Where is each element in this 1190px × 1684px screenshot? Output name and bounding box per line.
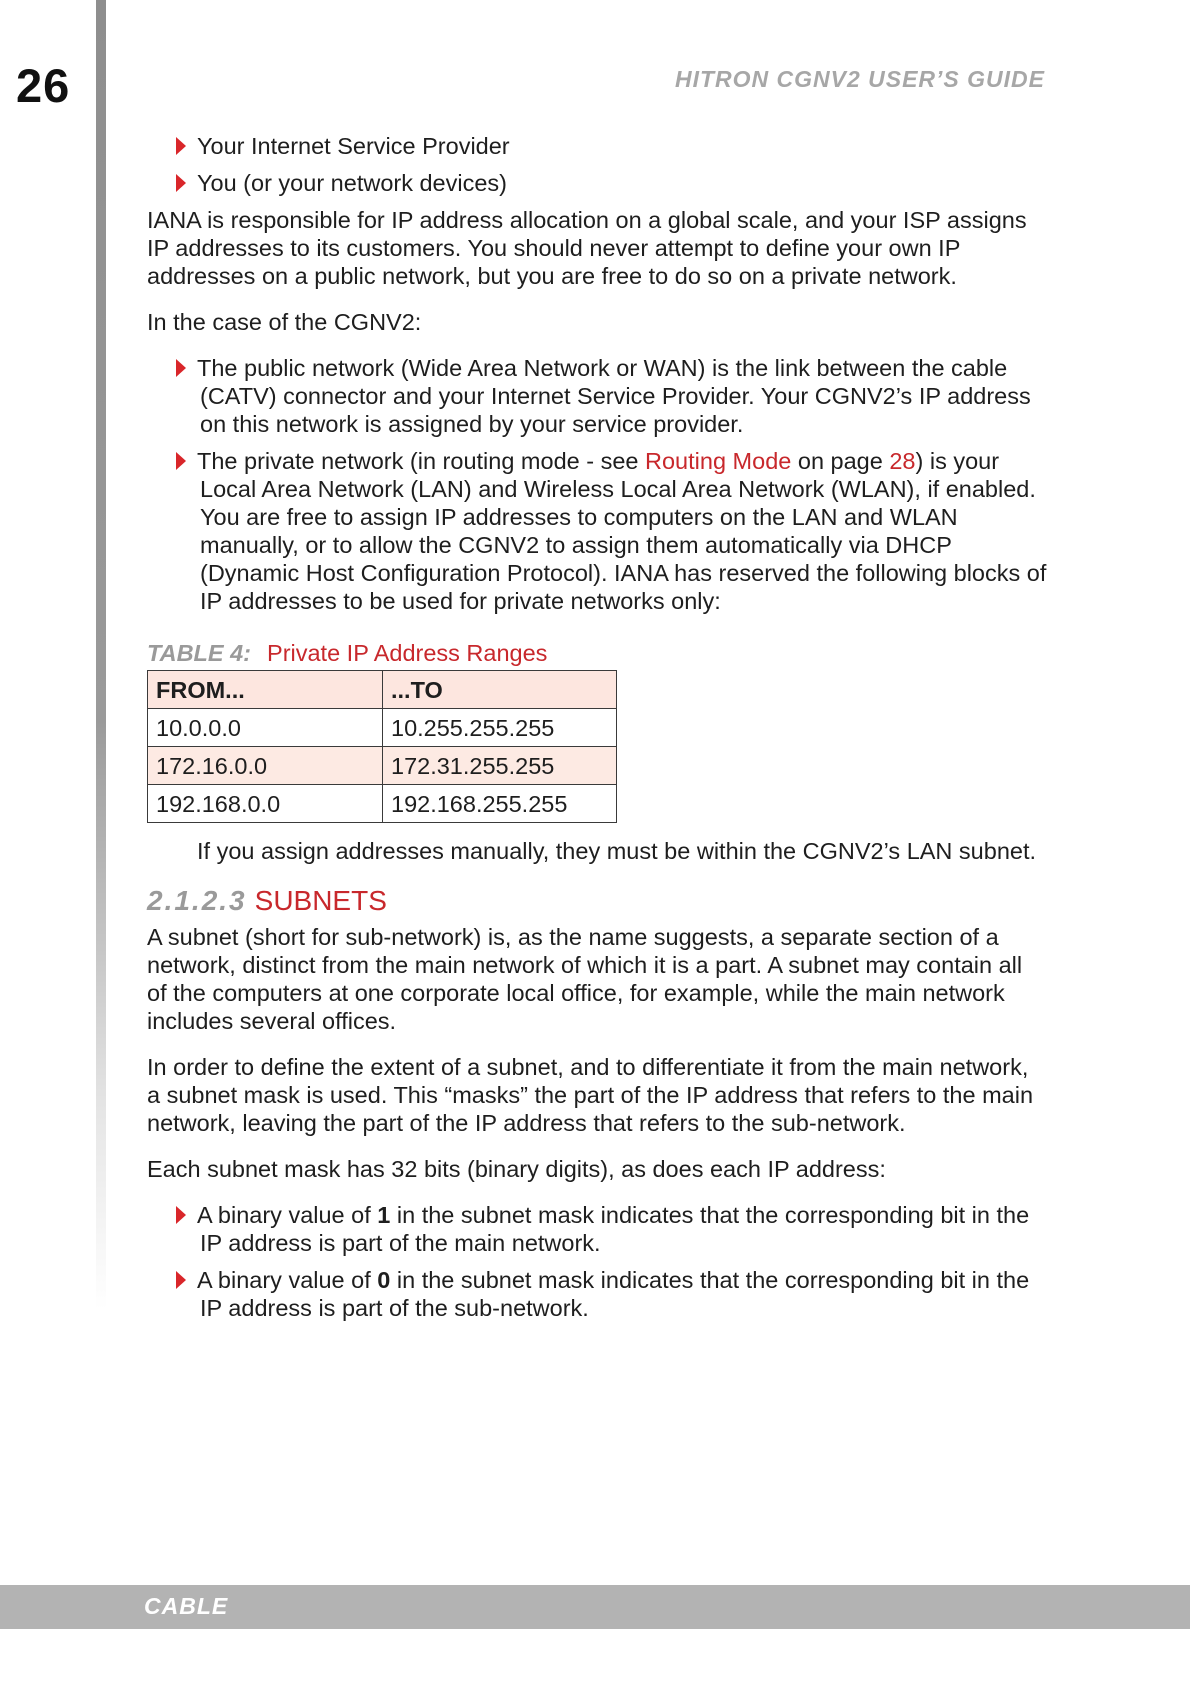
list-item-public-network: [147, 354, 1047, 438]
bullet-arrow-icon: [176, 137, 186, 155]
manual-assignment-note: If you assign addresses manually, they must be within the CGNV2’s LAN subnet.: [197, 838, 1037, 864]
bullet-text-part: on page: [791, 448, 890, 474]
paragraph-subnet-mask: In order to define the extent of a subnet, and to differentiate it from the main network, a subnet mask is used. This “masks” the part of the IP address that refers to the main network, leaving the part of the IP address that refers to the sub-network.: [147, 1054, 1034, 1136]
footer-label: CABLE: [144, 1593, 229, 1619]
table-row: [148, 785, 617, 823]
bullet-arrow-icon: [176, 1271, 186, 1289]
table-row: [148, 747, 617, 785]
margin-bar: [96, 0, 106, 1310]
table-cell: 192.168.0.0: [148, 785, 383, 823]
bullet-arrow-icon: [176, 359, 186, 377]
table-row: [148, 709, 617, 747]
paragraph-subnet-definition: A subnet (short for sub-network) is, as the name suggests, a separate section of a network, distinct from the main network of which it is a part. A subnet may contain all of the computers at one corporate local office, for example, while the main network includes several offices.: [147, 924, 1023, 1034]
section-number: 2.1.2.3: [147, 885, 247, 916]
section-title: SUBNETS: [254, 885, 387, 916]
table-label: TABLE 4:: [147, 640, 252, 666]
bullet-text-part: in the subnet mask indicates that the corresponding bit in the IP address is part of the main network.: [200, 1202, 1030, 1256]
table-cell: 10.0.0.0: [148, 709, 383, 747]
section-heading: [147, 887, 1047, 915]
list-item-private-network: [147, 447, 1047, 615]
binary-value-list: [147, 1201, 1047, 1322]
list-item: [147, 1266, 1047, 1322]
table-cell: 10.255.255.255: [383, 709, 617, 747]
binary-value: 0: [377, 1267, 391, 1293]
footer-band: [0, 1585, 1190, 1629]
table-cell: 192.168.255.255: [383, 785, 617, 823]
bullet-text: You (or your network devices): [197, 170, 507, 196]
routing-mode-link[interactable]: Routing Mode: [645, 448, 792, 474]
list-item: [147, 132, 1047, 160]
table-cell: 172.16.0.0: [148, 747, 383, 785]
list-item: [147, 1201, 1047, 1257]
bullet-text: [197, 1266, 1047, 1322]
bullet-text-part: A binary value of: [197, 1202, 378, 1228]
table-caption: [147, 639, 1047, 667]
bullet-text-part: in the subnet mask indicates that the corresponding bit in the IP address is part of the sub-network.: [200, 1267, 1030, 1321]
bullet-arrow-icon: [176, 174, 186, 192]
paragraph-case: In the case of the CGNV2:: [147, 309, 422, 335]
column-header-from: FROM...: [148, 671, 383, 709]
table-header-row: [148, 671, 617, 709]
table-title: Private IP Address Ranges: [267, 640, 548, 666]
bullet-arrow-icon: [176, 1206, 186, 1224]
intro-bullet-list: [147, 132, 1047, 197]
network-bullet-list: [147, 354, 1047, 615]
bullet-text: The public network (Wide Area Network or WAN) is the link between the cable (CATV) connector and your Internet Service Provider. Your CGNV2’s IP address on this network is assigned by your service provider.: [197, 355, 1031, 437]
bullet-text-part: ) is your Local Area Network (LAN) and Wireless Local Area Network (WLAN), if enabled. You are free to assign IP addresses to computers on the LAN and WLAN manually, or to allow the CGNV2 to assign them automatically via DHCP (Dynamic Host Configuration Protocol). IANA has reserved the following blocks of IP addresses to be used for private networks only:: [200, 448, 1047, 614]
page-reference-link[interactable]: 28: [889, 448, 916, 474]
bullet-text: [197, 1201, 1047, 1257]
list-item: [147, 169, 1047, 197]
running-header: HITRON CGNV2 USER’S GUIDE: [674, 66, 1045, 92]
paragraph-bits: Each subnet mask has 32 bits (binary digits), as does each IP address:: [147, 1156, 886, 1182]
column-header-to: ...TO: [383, 671, 617, 709]
binary-value: 1: [377, 1202, 391, 1228]
table-cell: 172.31.255.255: [383, 747, 617, 785]
paragraph-iana: IANA is responsible for IP address allocation on a global scale, and your ISP assigns IP addresses to its customers. You should never attempt to define your own IP addresses on a public network, but you are free to do so on a private network.: [147, 207, 1027, 289]
page-number: 26: [16, 59, 71, 112]
bullet-text-part: The private network (in routing mode - see: [197, 448, 646, 474]
private-ip-ranges-table: [147, 670, 617, 823]
bullet-text: Your Internet Service Provider: [197, 133, 510, 159]
bullet-text-part: A binary value of: [197, 1267, 378, 1293]
bullet-text: [197, 447, 1047, 615]
page-content: [147, 132, 1047, 1331]
bullet-arrow-icon: [176, 452, 186, 470]
